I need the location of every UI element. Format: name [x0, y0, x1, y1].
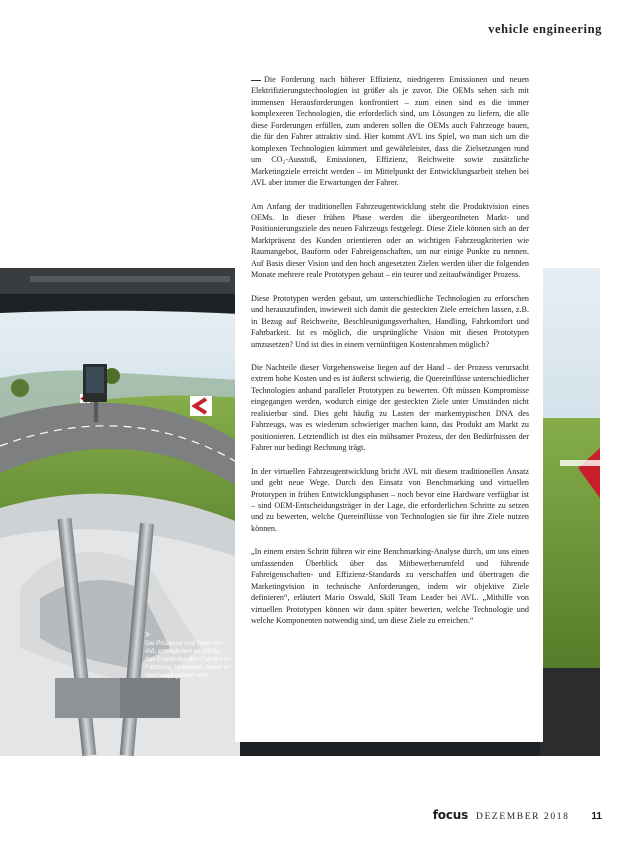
article-body — [235, 62, 543, 742]
page-footer — [433, 808, 602, 822]
paragraph-5: In der virtuellen Fahrzeugentwicklung bricht AVL mit diesem traditionellen Ansatz und geht neue Wege. Durch den Einsatz von Benchmarking und virtuellen Prototypen in frühen Entwicklungsphasen – noch bevor eine Hardware verfügbar ist – sind OEM-Entscheidungsträger in der Lage, die erforderlichen Schritte zu setzen und zu bewerten, welche Quereinflüsse von Technologien sie für ihre Ziele nutzen können. — [251, 466, 529, 533]
paragraph-1 — [251, 74, 529, 189]
issue-date: DEZEMBER 2018 — [476, 812, 570, 822]
caption-arrow-icon: > — [145, 630, 150, 639]
paragraph-2: Am Anfang der traditionellen Fahrzeugentwicklung steht die Produktvision eines OEMs. In dieser frühen Phase werden die übergeordneten Markt- und Positionierungsziele des neuen Fahrzeugs festgelegt. Diese Ziele können sich an der Marktpräsenz des Kunden orientieren oder an wichtigen Fahrzeugkriterien wie Raumangebot, Bauform oder Fahreigenschaften, um nur einige Punkte zu nennen. Auf Basis dieser Vision und den hoch angesetzten Zielen werden über die folgenden Monate mehrere reale Prototypen gebaut – ein teurer und zeitaufwändiger Prozess. — [251, 201, 529, 280]
paragraph-1-text: Die Forderung nach höherer Effizienz, niedrigeren Emissionen und neuen Elektrifizierungstechnologien ist größer als je zuvor. Die OEMs sehen sich mit immensen Herausforderungen konfrontiert – zum einen sind es die immer komplexeren Technologien, die erforderlich sind, um Lösungen zu liefern, die alle diese Forderungen erfüllen, zum anderen sollen die OEMs auch Fahrzeuge bauen, die für den Fahrer attraktiv sind. Hier kommt AVL ins Spiel, wo man sich um die komplexen Technologien kümmert und gewährleistet, dass die Zielsetzungen rund um CO₂-Ausstoß, Emissionen, Effizienz, Reichweite sowie zusätzliche Marketingziele erreicht werden – im Mittelpunkt der Entwicklungsarbeit stehen bei AVL aber immer die Erwartungen der Fahrer. — [251, 75, 529, 188]
magazine-logo: focus — [432, 808, 469, 822]
page-number: 11 — [591, 811, 602, 822]
photo-caption — [145, 631, 233, 680]
paragraph-3: Diese Prototypen werden gebaut, um unterschiedliche Technologien zu erforschen und herauszufinden, inwieweit sich damit die gesteckten Ziele erreichen lassen, z.B. in Bezug auf Reichweite, Beschleunigungsverhalten, Handling, Fahrkomfort und Fahrbarkeit. Ist es möglich, die ursprüngliche Vision mit diesen Prototypen umzusetzen? Und ist dies in einem vernünftigen Kostenrahmen möglich? — [251, 293, 529, 349]
section-header: vehicle engineering — [488, 22, 602, 36]
intro-dash-icon — [251, 80, 261, 81]
paragraph-4: Die Nachteile dieser Vorgehensweise liegen auf der Hand – der Prozess verursacht extrem hohe Kosten und es ist äußerst schwierig, die Quereinflüsse unterschiedlicher Technologien anhand paralleler Prototypen zu bewerten. Oft müssen Kompromisse eingegangen werden, wodurch einige der gesteckten Ziele unter Umständen nicht realisierbar sind. Dies geht häufig zu Lasten der markentypischen DNA des Fahrzeugs, was es wiederum schwieriger machen kann, das Produkt am Markt zu positionieren. Letztendlich ist dies ein mühsamer Prozess, der den Bedürfnissen der Fahrer nur bedingt Rechnung trägt. — [251, 362, 529, 453]
caption-text: Die Prozesse und Tools von AVL ermöglichen es OEMs, das Empfinden des Fahrers im Fahrzeug zu erleben, bevor es überhaupt gebaut wird. — [145, 640, 231, 679]
paragraph-6: „In einem ersten Schritt führen wir eine Benchmarking-Analyse durch, um uns einen umfassenden Überblick über das Mitbewerberumfeld und führende Fahreigenschaften- und Effizienz-Standards zu verschaffen und übertragen die Marketingvision in technische Anforderungen, indem wir objektive Ziele definieren“, erläutert Mario Oswald, Skill Team Leader bei AVL. „Mithilfe von virtuellen Prototypen können wir dann später bewerten, welche Technologie und welche Komponenten notwendig sind, um diese Ziele zu erreichen.“ — [251, 547, 529, 626]
